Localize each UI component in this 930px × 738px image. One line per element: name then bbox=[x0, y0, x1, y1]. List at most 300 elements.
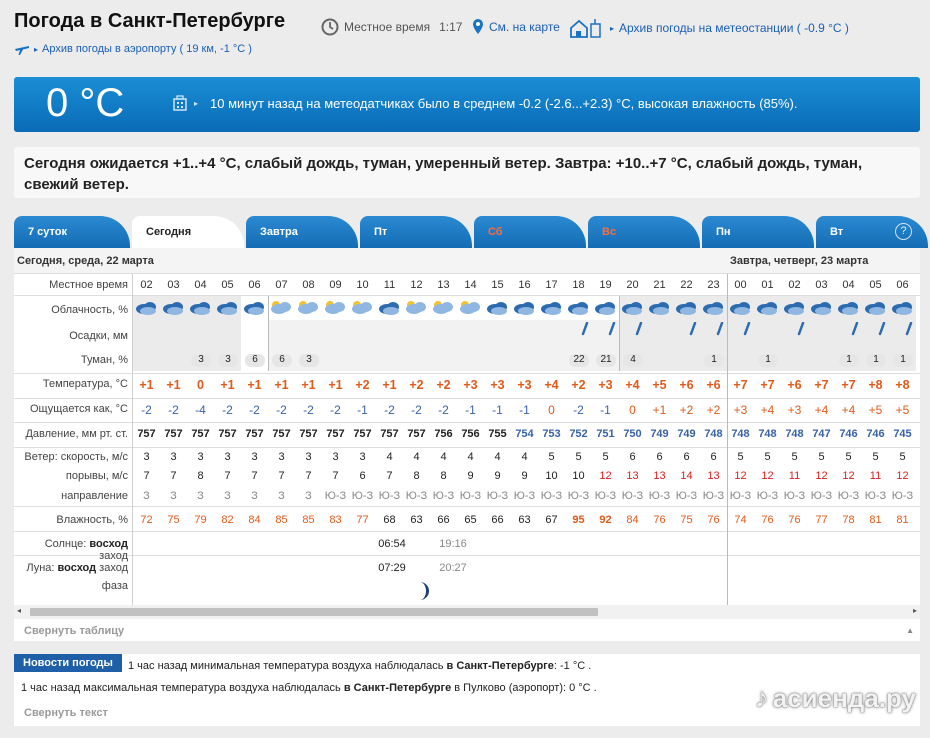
wind-cell: 3 bbox=[143, 451, 150, 463]
direction-cell: Ю-З bbox=[594, 490, 617, 502]
local-time-label: Местное время bbox=[344, 20, 431, 34]
temp-cell: +3 bbox=[463, 378, 478, 392]
humidity-cell: 75 bbox=[167, 514, 180, 526]
collapse-arrow-icon[interactable]: ▲ bbox=[906, 626, 914, 635]
wind-cell: 5 bbox=[899, 451, 906, 463]
temp-cell: +6 bbox=[787, 378, 802, 392]
rain-drop-icon bbox=[715, 322, 725, 336]
row-divider bbox=[14, 555, 920, 556]
direction-cell: Ю-З bbox=[729, 490, 752, 502]
pressure-cell: 756 bbox=[461, 428, 480, 440]
gust-cell: 8 bbox=[440, 470, 447, 482]
direction-cell: З bbox=[197, 490, 204, 502]
direction-cell: Ю-З bbox=[783, 490, 806, 502]
humidity-cell: 75 bbox=[680, 514, 693, 526]
gust-cell: 7 bbox=[332, 470, 339, 482]
cloud-icon bbox=[134, 298, 158, 318]
feels-cell: -1 bbox=[357, 403, 368, 417]
current-temperature: 0 °C bbox=[46, 81, 125, 125]
temp-cell: +7 bbox=[733, 378, 748, 392]
gust-cell: 12 bbox=[842, 470, 855, 482]
feels-cell: -4 bbox=[195, 403, 206, 417]
map-link[interactable] bbox=[472, 18, 560, 35]
pressure-cell: 756 bbox=[434, 428, 453, 440]
gust-cell: 7 bbox=[386, 470, 393, 482]
cloud-icon bbox=[242, 298, 266, 318]
pressure-cell: 750 bbox=[623, 428, 642, 440]
cloud-icon bbox=[431, 298, 455, 318]
temp-cell: +2 bbox=[355, 378, 370, 392]
building-icon bbox=[172, 95, 188, 111]
news-line-2-text: 1 час назад максимальная температура воздуха наблюдалась bbox=[21, 682, 341, 694]
feels-cell: 0 bbox=[629, 403, 636, 417]
hour-cell: 04 bbox=[194, 279, 207, 291]
direction-cell: З bbox=[305, 490, 312, 502]
wind-cell: 3 bbox=[305, 451, 312, 463]
gust-cell: 7 bbox=[305, 470, 312, 482]
row-label-sun-part: восход bbox=[89, 538, 128, 550]
direction-cell: Ю-З bbox=[648, 490, 671, 502]
direction-cell: Ю-З bbox=[432, 490, 455, 502]
row-divider bbox=[14, 373, 920, 374]
fog-badge: 3 bbox=[191, 354, 211, 367]
scroll-thumb[interactable] bbox=[30, 608, 598, 616]
hour-cell: 02 bbox=[788, 279, 801, 291]
gust-cell: 9 bbox=[494, 470, 501, 482]
row-label-direction: направление bbox=[61, 490, 128, 502]
gust-cell: 8 bbox=[413, 470, 420, 482]
direction-cell: Ю-З bbox=[810, 490, 833, 502]
hour-cell: 04 bbox=[842, 279, 855, 291]
precip-shade bbox=[268, 320, 619, 371]
feels-cell: -2 bbox=[141, 403, 152, 417]
wind-cell: 5 bbox=[791, 451, 798, 463]
direction-cell: Ю-З bbox=[567, 490, 590, 502]
cloud-icon bbox=[512, 298, 536, 318]
row-label-sun-part: Солнце: bbox=[44, 538, 90, 550]
airplane-icon bbox=[14, 42, 30, 56]
wind-cell: 3 bbox=[224, 451, 231, 463]
direction-cell: З bbox=[251, 490, 258, 502]
hour-cell: 03 bbox=[815, 279, 828, 291]
row-divider bbox=[14, 506, 920, 507]
humidity-cell: 76 bbox=[761, 514, 774, 526]
cloud-icon bbox=[863, 298, 887, 318]
hour-cell: 05 bbox=[221, 279, 234, 291]
feels-cell: +1 bbox=[652, 403, 667, 417]
humidity-cell: 78 bbox=[842, 514, 855, 526]
pressure-cell: 757 bbox=[299, 428, 318, 440]
gust-cell: 9 bbox=[467, 470, 474, 482]
direction-cell: Ю-З bbox=[756, 490, 779, 502]
cloud-icon bbox=[404, 298, 428, 318]
direction-cell: Ю-З bbox=[864, 490, 887, 502]
cloud-icon bbox=[593, 298, 617, 318]
fog-badge: 1 bbox=[704, 354, 724, 367]
tab-6[interactable]: Пн bbox=[702, 216, 814, 248]
humidity-cell: 85 bbox=[275, 514, 288, 526]
humidity-cell: 82 bbox=[221, 514, 234, 526]
moonset-time: 20:27 bbox=[439, 562, 467, 574]
temp-cell: +3 bbox=[598, 378, 613, 392]
hour-cell: 19 bbox=[599, 279, 612, 291]
cloud-icon bbox=[539, 298, 563, 318]
hour-cell: 17 bbox=[545, 279, 558, 291]
temp-cell: +2 bbox=[571, 378, 586, 392]
humidity-cell: 84 bbox=[248, 514, 261, 526]
humidity-cell: 76 bbox=[788, 514, 801, 526]
pressure-cell: 757 bbox=[191, 428, 210, 440]
gust-cell: 9 bbox=[521, 470, 528, 482]
temp-cell: +1 bbox=[274, 378, 289, 392]
fog-badge: 1 bbox=[758, 354, 778, 367]
humidity-cell: 65 bbox=[464, 514, 477, 526]
hour-cell: 08 bbox=[302, 279, 315, 291]
arrow-icon: ▸ bbox=[34, 44, 39, 54]
cloud-icon bbox=[458, 298, 482, 318]
pressure-cell: 757 bbox=[164, 428, 183, 440]
gust-cell: 10 bbox=[572, 470, 585, 482]
moonrise-time: 07:29 bbox=[378, 562, 406, 574]
direction-cell: Ю-З bbox=[621, 490, 644, 502]
temp-cell: +4 bbox=[625, 378, 640, 392]
airport-archive-link[interactable] bbox=[14, 42, 252, 56]
cloud-icon bbox=[890, 298, 914, 318]
pressure-cell: 746 bbox=[839, 428, 858, 440]
wind-cell: 5 bbox=[764, 451, 771, 463]
cloud-icon bbox=[296, 298, 320, 318]
humidity-cell: 66 bbox=[491, 514, 504, 526]
temp-cell: +7 bbox=[760, 378, 775, 392]
pressure-cell: 757 bbox=[137, 428, 156, 440]
wind-cell: 6 bbox=[683, 451, 690, 463]
direction-cell: З bbox=[170, 490, 177, 502]
tab-0[interactable]: 7 суток bbox=[14, 216, 130, 248]
pressure-cell: 749 bbox=[677, 428, 696, 440]
fog-badge: 22 bbox=[569, 354, 589, 367]
temp-cell: +3 bbox=[490, 378, 505, 392]
hour-cell: 14 bbox=[464, 279, 477, 291]
watermark-text: асиенда.ру bbox=[772, 682, 916, 713]
gust-cell: 6 bbox=[359, 470, 366, 482]
humidity-cell: 68 bbox=[383, 514, 396, 526]
collapse-text-button[interactable]: Свернуть текст bbox=[24, 707, 108, 719]
humidity-cell: 76 bbox=[707, 514, 720, 526]
row-label-moon-part: восход bbox=[57, 562, 100, 574]
local-time-value: 1:17 bbox=[439, 20, 463, 34]
hour-cell: 22 bbox=[680, 279, 693, 291]
airport-archive-text[interactable]: Архив погоды в аэропорту ( 19 км, -1 °C ) bbox=[42, 43, 252, 55]
gust-cell: 13 bbox=[653, 470, 666, 482]
humidity-cell: 74 bbox=[734, 514, 747, 526]
humidity-cell: 95 bbox=[572, 514, 585, 526]
tab-5[interactable]: Вс bbox=[588, 216, 700, 248]
tab-3[interactable]: Пт bbox=[360, 216, 472, 248]
row-label-wind: Ветер: скорость, м/с bbox=[24, 451, 128, 463]
direction-cell: Ю-З bbox=[486, 490, 509, 502]
page-title: Погода в Санкт-Петербурге bbox=[14, 10, 286, 32]
row-label-phase: фаза bbox=[101, 580, 128, 592]
pressure-cell: 745 bbox=[893, 428, 912, 440]
direction-cell: З bbox=[224, 490, 231, 502]
pressure-cell: 746 bbox=[866, 428, 885, 440]
wind-cell: 6 bbox=[656, 451, 663, 463]
cloud-icon bbox=[836, 298, 860, 318]
temp-cell: +1 bbox=[247, 378, 262, 392]
gust-cell: 12 bbox=[734, 470, 747, 482]
humidity-cell: 85 bbox=[302, 514, 315, 526]
wind-cell: 4 bbox=[467, 451, 474, 463]
rain-drop-icon bbox=[877, 322, 887, 336]
wind-cell: 5 bbox=[737, 451, 744, 463]
news-line-2-city: в Санкт-Петербурге bbox=[343, 682, 452, 694]
temp-cell: +1 bbox=[220, 378, 235, 392]
scroll-right-icon[interactable]: ▸ bbox=[912, 606, 917, 615]
humidity-cell: 67 bbox=[545, 514, 558, 526]
fog-badge: 1 bbox=[866, 354, 886, 367]
direction-cell: Ю-З bbox=[378, 490, 401, 502]
row-label-time: Местное время bbox=[49, 279, 128, 291]
direction-cell: З bbox=[278, 490, 285, 502]
news-line-2-value: в Пулково (аэропорт): 0 °C . bbox=[454, 682, 597, 694]
direction-cell: Ю-З bbox=[891, 490, 914, 502]
map-link-text[interactable]: См. на карте bbox=[489, 19, 560, 34]
tab-1[interactable]: Сегодня bbox=[132, 216, 244, 248]
hour-cell: 09 bbox=[329, 279, 342, 291]
hour-cell: 11 bbox=[383, 279, 396, 291]
humidity-cell: 83 bbox=[329, 514, 342, 526]
temp-cell: +1 bbox=[382, 378, 397, 392]
gust-cell: 8 bbox=[197, 470, 204, 482]
gust-cell: 13 bbox=[626, 470, 639, 482]
hour-cell: 12 bbox=[410, 279, 423, 291]
pressure-cell: 752 bbox=[569, 428, 588, 440]
feels-cell: -1 bbox=[519, 403, 530, 417]
pressure-cell: 748 bbox=[758, 428, 777, 440]
hour-cell: 00 bbox=[734, 279, 747, 291]
pressure-cell: 757 bbox=[272, 428, 291, 440]
rain-drop-icon bbox=[850, 322, 860, 336]
header bbox=[14, 10, 924, 60]
pressure-cell: 749 bbox=[650, 428, 669, 440]
hour-cell: 21 bbox=[653, 279, 666, 291]
cloud-icon bbox=[674, 298, 698, 318]
fog-badge: 21 bbox=[596, 354, 616, 367]
fog-badge: 3 bbox=[299, 354, 319, 367]
gust-cell: 14 bbox=[680, 470, 693, 482]
cloud-icon bbox=[620, 298, 644, 318]
gust-cell: 7 bbox=[224, 470, 231, 482]
cloud-icon bbox=[782, 298, 806, 318]
humidity-cell: 81 bbox=[896, 514, 909, 526]
fog-badge: 1 bbox=[839, 354, 859, 367]
rain-drop-icon bbox=[580, 322, 590, 336]
feels-cell: -1 bbox=[492, 403, 503, 417]
pressure-cell: 748 bbox=[704, 428, 723, 440]
temp-cell: +8 bbox=[868, 378, 883, 392]
sunset-time: 19:16 bbox=[439, 538, 467, 550]
cloud-icon bbox=[269, 298, 293, 318]
news-tag: Новости погоды bbox=[14, 654, 122, 672]
pressure-cell: 757 bbox=[326, 428, 345, 440]
row-label-moon bbox=[14, 562, 132, 574]
hour-cell: 18 bbox=[572, 279, 585, 291]
temp-cell: +2 bbox=[409, 378, 424, 392]
pressure-cell: 751 bbox=[596, 428, 615, 440]
feels-cell: -2 bbox=[249, 403, 260, 417]
humidity-cell: 84 bbox=[626, 514, 639, 526]
current-weather-banner bbox=[14, 77, 920, 132]
feels-cell: +4 bbox=[814, 403, 829, 417]
humidity-cell: 77 bbox=[356, 514, 369, 526]
hour-cell: 03 bbox=[167, 279, 180, 291]
clock-icon bbox=[321, 18, 339, 36]
temp-cell: +7 bbox=[814, 378, 829, 392]
wind-cell: 5 bbox=[602, 451, 609, 463]
row-divider bbox=[14, 398, 920, 399]
tab-2[interactable]: Завтра bbox=[246, 216, 358, 248]
wind-cell: 5 bbox=[872, 451, 879, 463]
wind-cell: 5 bbox=[575, 451, 582, 463]
direction-cell: Ю-З bbox=[351, 490, 374, 502]
hour-cell: 16 bbox=[518, 279, 531, 291]
wind-cell: 4 bbox=[413, 451, 420, 463]
wind-cell: 4 bbox=[521, 451, 528, 463]
cloud-icon bbox=[161, 298, 185, 318]
feels-cell: -2 bbox=[438, 403, 449, 417]
temp-cell: +4 bbox=[544, 378, 559, 392]
humidity-cell: 79 bbox=[194, 514, 207, 526]
horizontal-scrollbar[interactable] bbox=[14, 605, 920, 619]
wind-cell: 5 bbox=[548, 451, 555, 463]
gust-cell: 12 bbox=[896, 470, 909, 482]
row-label-sun bbox=[14, 538, 132, 562]
forecast-summary: Сегодня ожидается +1..+4 °C, слабый дождь, туман, умеренный ветер. Завтра: +10..+7 °C, слабый дождь, туман, свежий ветер. bbox=[14, 147, 920, 198]
temp-cell: +6 bbox=[706, 378, 721, 392]
pressure-cell: 748 bbox=[785, 428, 804, 440]
row-label-humidity: Влажность, % bbox=[56, 514, 128, 526]
row-label-temp: Температура, °C bbox=[42, 378, 128, 390]
rain-drop-icon bbox=[904, 322, 914, 336]
wind-cell: 3 bbox=[332, 451, 339, 463]
direction-cell: Ю-З bbox=[324, 490, 347, 502]
fog-badge: 6 bbox=[272, 354, 292, 367]
collapse-table-button[interactable]: Свернуть таблицу bbox=[24, 625, 125, 637]
temp-cell: +8 bbox=[895, 378, 910, 392]
hour-cell: 10 bbox=[356, 279, 369, 291]
cloud-icon bbox=[809, 298, 833, 318]
day-tabs bbox=[14, 214, 920, 248]
tomorrow-header: Завтра, четверг, 23 марта bbox=[727, 248, 920, 274]
humidity-cell: 72 bbox=[140, 514, 153, 526]
direction-cell: Ю-З bbox=[459, 490, 482, 502]
temp-cell: +7 bbox=[841, 378, 856, 392]
feels-cell: +2 bbox=[706, 403, 721, 417]
feels-cell: 0 bbox=[548, 403, 555, 417]
gust-cell: 10 bbox=[545, 470, 558, 482]
temp-cell: +1 bbox=[139, 378, 154, 392]
cloud-icon bbox=[323, 298, 347, 318]
rain-drop-icon bbox=[688, 322, 698, 336]
feels-cell: -2 bbox=[411, 403, 422, 417]
wind-cell: 6 bbox=[710, 451, 717, 463]
forecast-table bbox=[14, 248, 920, 641]
feels-cell: +2 bbox=[679, 403, 694, 417]
gust-cell: 7 bbox=[143, 470, 150, 482]
today-header: Сегодня, среда, 22 марта bbox=[14, 248, 727, 274]
temp-cell: +5 bbox=[652, 378, 667, 392]
help-icon[interactable]: ? bbox=[895, 223, 912, 240]
cloud-icon bbox=[350, 298, 374, 318]
pressure-cell: 748 bbox=[731, 428, 750, 440]
tab-7[interactable]: Вт bbox=[816, 216, 928, 248]
wind-cell: 3 bbox=[197, 451, 204, 463]
wind-cell: 3 bbox=[251, 451, 258, 463]
row-label-feels: Ощущается как, °C bbox=[29, 403, 128, 415]
station-archive-link[interactable] bbox=[569, 18, 849, 38]
sunrise-time: 06:54 bbox=[378, 538, 406, 550]
hour-cell: 23 bbox=[707, 279, 720, 291]
news-line-1-text: 1 час назад минимальная температура воздуха наблюдалась bbox=[128, 660, 444, 672]
row-label-sun-part: заход bbox=[99, 550, 128, 562]
cloud-icon bbox=[728, 298, 752, 318]
pressure-cell: 757 bbox=[380, 428, 399, 440]
cloud-icon bbox=[647, 298, 671, 318]
feels-cell: -2 bbox=[222, 403, 233, 417]
row-divider bbox=[14, 422, 920, 423]
temp-cell: +2 bbox=[436, 378, 451, 392]
hour-cell: 15 bbox=[491, 279, 504, 291]
hour-cell: 06 bbox=[896, 279, 909, 291]
cloud-icon bbox=[485, 298, 509, 318]
pressure-cell: 754 bbox=[515, 428, 534, 440]
gust-cell: 11 bbox=[869, 470, 882, 482]
direction-cell: Ю-З bbox=[675, 490, 698, 502]
pressure-cell: 755 bbox=[488, 428, 507, 440]
cloud-icon bbox=[701, 298, 725, 318]
pressure-cell: 747 bbox=[812, 428, 831, 440]
cloud-icon bbox=[188, 298, 212, 318]
humidity-cell: 77 bbox=[815, 514, 828, 526]
wind-cell: 5 bbox=[845, 451, 852, 463]
pressure-cell: 757 bbox=[353, 428, 372, 440]
pressure-cell: 753 bbox=[542, 428, 561, 440]
humidity-cell: 66 bbox=[437, 514, 450, 526]
scroll-left-icon[interactable]: ◂ bbox=[17, 606, 22, 615]
temp-cell: +1 bbox=[301, 378, 316, 392]
feels-cell: -1 bbox=[465, 403, 476, 417]
wind-cell: 5 bbox=[818, 451, 825, 463]
fog-badge: 6 bbox=[245, 354, 265, 367]
map-pin-icon bbox=[472, 18, 484, 35]
feels-cell: +4 bbox=[760, 403, 775, 417]
tab-4[interactable]: Сб bbox=[474, 216, 586, 248]
feels-cell: -2 bbox=[330, 403, 341, 417]
pressure-cell: 757 bbox=[245, 428, 264, 440]
row-label-precip: Осадки, мм bbox=[69, 330, 128, 342]
direction-cell: Ю-З bbox=[702, 490, 725, 502]
feels-cell: -2 bbox=[168, 403, 179, 417]
arrow-icon: ▸ bbox=[610, 23, 615, 33]
station-archive-text[interactable]: Архив погоды на метеостанции ( -0.9 °C ) bbox=[619, 21, 849, 35]
direction-cell: Ю-З bbox=[837, 490, 860, 502]
wind-cell: 6 bbox=[629, 451, 636, 463]
sensor-summary bbox=[172, 95, 798, 111]
gust-cell: 7 bbox=[278, 470, 285, 482]
wind-cell: 3 bbox=[278, 451, 285, 463]
gust-cell: 13 bbox=[707, 470, 720, 482]
row-label-pressure: Давление, мм рт. ст. bbox=[25, 428, 128, 440]
